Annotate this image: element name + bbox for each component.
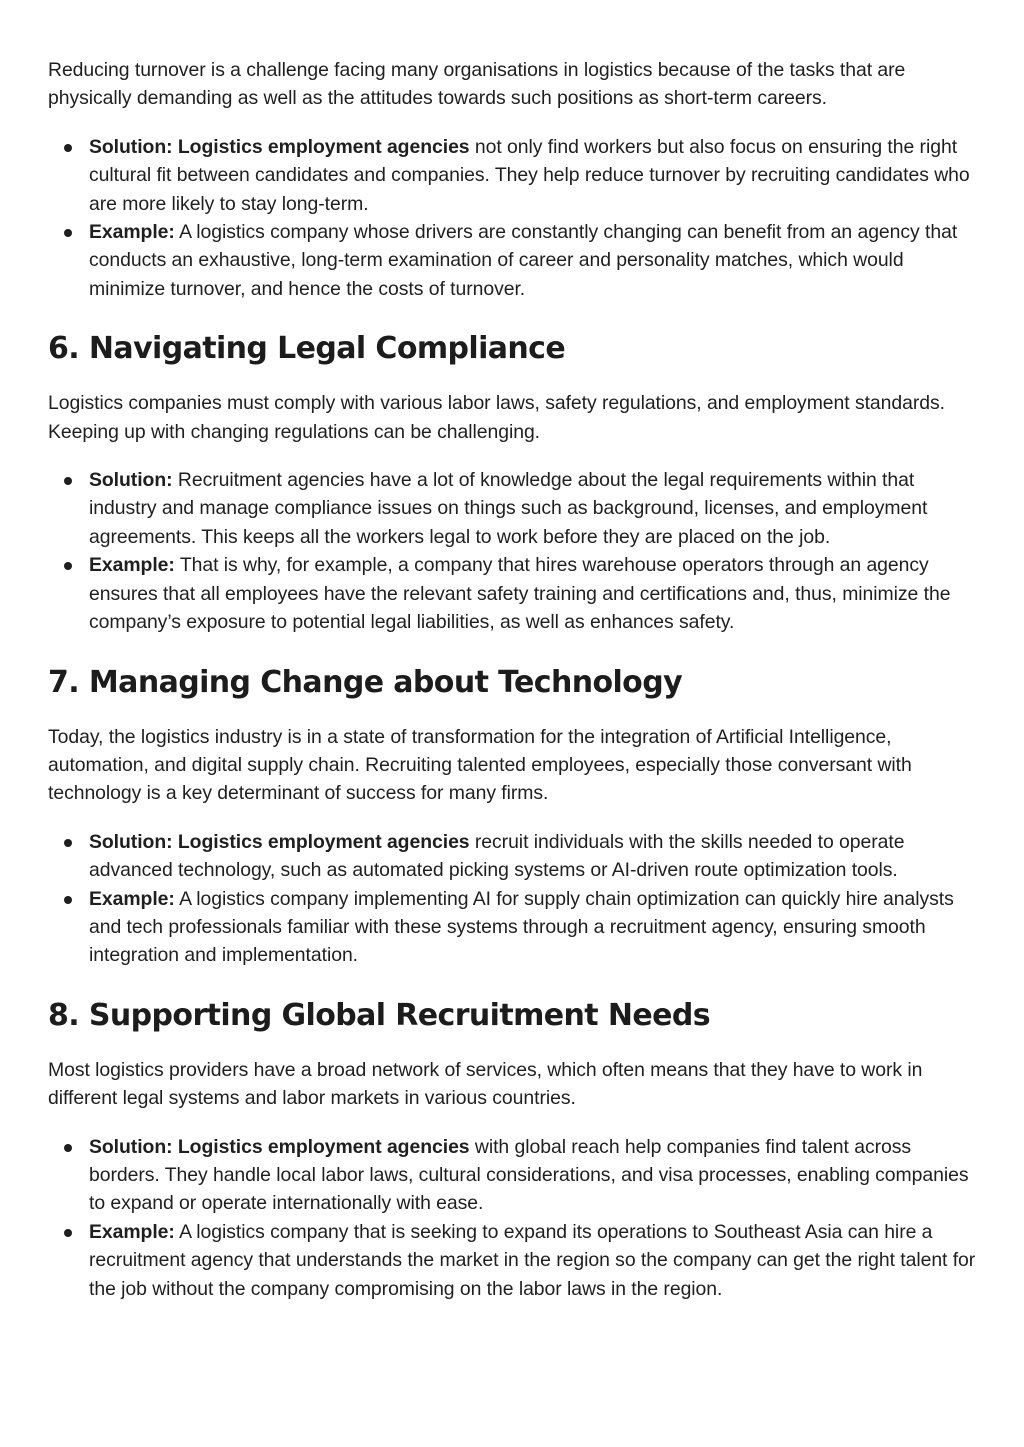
intro-paragraph: Reducing turnover is a challenge facing many organisations in logistics because of the tasks that are physically demanding as well as the attitudes towards such positions as short-term careers. [48, 59, 906, 110]
bullet-lead: Example: [89, 221, 175, 244]
section-heading-legal-compliance: 6. Navigating Legal Compliance [48, 331, 566, 367]
bullet-lead: Solution: Logistics employment agencies [89, 1135, 470, 1158]
section-heading-global-recruitment: 8. Supporting Global Recruitment Needs [48, 997, 710, 1033]
list-item [48, 885, 978, 970]
bullet-text: A logistics company that is seeking to expand its operations to Southeast Asia can hire a recruitment agency that understands the market in the region so the company can get the right talent for the job without the company compromising on the labor laws in the region. [89, 1220, 976, 1300]
bullet-lead: Solution: Logistics employment agencies [89, 830, 470, 853]
bullet-lead: Example: [89, 554, 175, 577]
section-heading-technology: 7. Managing Change about Technology [48, 664, 683, 700]
section-paragraph: Most logistics providers have a broad network of services, which often means that they have to work in different legal systems and labor markets in various countries. [48, 1058, 923, 1110]
bullet-lead: Example: [89, 887, 175, 910]
bullet-text: A logistics company implementing AI for supply chain optimization can quickly hire analysts and tech professionals familiar with these systems through a recruitment agency, ensuring smooth integration and implementation. [89, 887, 954, 967]
list-item [48, 828, 978, 885]
list-item [48, 1133, 978, 1218]
bullet-text: recruit individuals with the skills needed to operate advanced technology, such as automated picking systems or AI-driven route optimization tools. [89, 830, 905, 882]
intro-bullet-list [48, 133, 978, 303]
list-item [48, 466, 978, 551]
section-bullet-list [48, 1133, 978, 1303]
bullet-text: That is why, for example, a company that hires warehouse operators through an agency ensures that all employees have the relevant safety training and certifications and, thus, minimize the company’s exposure to potential legal liabilities, as well as enhances safety. [89, 554, 951, 634]
section-paragraph: Logistics companies must comply with various labor laws, safety regulations, and employment standards. Keeping up with changing regulations can be challenging. [48, 392, 945, 443]
bullet-lead: Example: [89, 1220, 175, 1243]
bullet-text: with global reach help companies find talent across borders. They handle local labor laws, cultural considerations, and visa processes, enabling companies to expand or operate internationally with ease. [89, 1135, 969, 1215]
section-bullet-list [48, 828, 978, 970]
document-page [48, 56, 978, 1303]
bullet-text: Recruitment agencies have a lot of knowledge about the legal requirements within that industry and manage compliance issues on things such as background, licenses, and employment agreements. This keeps all the workers legal to work before they are placed on the job. [89, 469, 928, 548]
list-item [48, 551, 978, 636]
list-item [48, 218, 978, 303]
list-item [48, 133, 978, 218]
bullet-text: A logistics company whose drivers are constantly changing can benefit from an agency that conducts an exhaustive, long-term examination of career and personality matches, which would minimize turnover, and hence the costs of turnover. [89, 221, 958, 300]
section-bullet-list [48, 466, 978, 636]
bullet-lead: Solution: [89, 469, 173, 492]
bullet-lead: Solution: Logistics employment agencies [89, 135, 470, 158]
section-paragraph: Today, the logistics industry is in a state of transformation for the integration of Artificial Intelligence, automation, and digital supply chain. Recruiting talented employees, especially those conversant with technology is a key determinant of success for many firms. [48, 725, 912, 805]
bullet-text: not only find workers but also focus on ensuring the right cultural fit between candidates and companies. They help reduce turnover by recruiting candidates who are more likely to stay long-term. [89, 135, 970, 215]
list-item [48, 1218, 978, 1303]
